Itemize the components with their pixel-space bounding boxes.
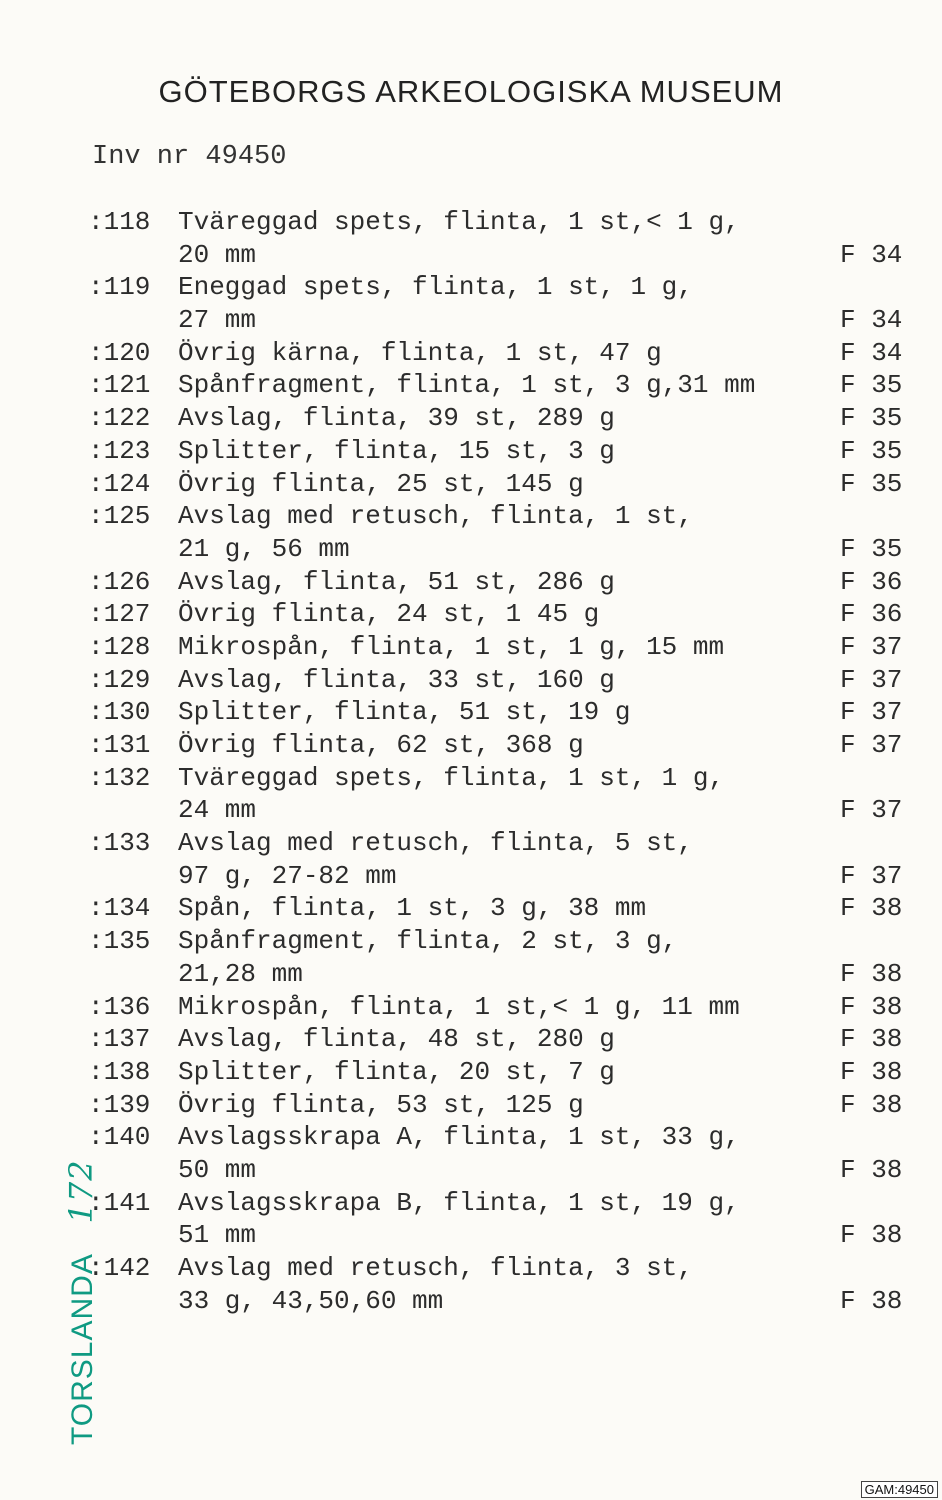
place-name: TORSLANDA	[66, 1254, 99, 1445]
entry-line	[88, 1154, 918, 1187]
list-item	[88, 631, 918, 664]
archive-stamp: GAM:49450	[861, 1481, 938, 1498]
entry-text: Avslagsskrapa B, flinta, 1 st, 19 g,	[178, 1187, 740, 1218]
entry-location: F 35	[840, 435, 903, 466]
entry-text: 20 mm	[178, 239, 257, 270]
entry-text: Splitter, flinta, 15 st, 3 g	[178, 435, 615, 466]
entry-location: F 37	[840, 860, 903, 891]
entry-line	[88, 206, 918, 239]
list-item	[88, 892, 918, 925]
entry-number: :118	[88, 207, 151, 237]
entry-line	[88, 729, 918, 762]
list-item	[88, 468, 918, 501]
entry-line	[88, 402, 918, 435]
entry-line	[88, 337, 918, 370]
entry-location: F 38	[840, 893, 903, 924]
entry-line	[88, 827, 918, 860]
entry-number: :122	[88, 403, 151, 434]
entry-text: Övrig kärna, flinta, 1 st, 47 g	[178, 337, 662, 368]
entry-number: :127	[88, 599, 151, 630]
entry-number: :136	[88, 991, 151, 1022]
entry-number: :137	[88, 1024, 151, 1055]
entry-line	[88, 860, 918, 893]
entry-text: Tväreggad spets, flinta, 1 st, 1 g,	[178, 762, 725, 793]
entry-number: :123	[88, 435, 151, 466]
entry-location: F 38	[840, 1089, 903, 1120]
entry-location: F 35	[840, 403, 903, 434]
entry-number: :133	[88, 828, 151, 859]
entry-number: :129	[88, 664, 151, 695]
entry-line	[88, 239, 918, 272]
entry-location: F 34	[840, 305, 903, 336]
entry-list	[88, 206, 918, 1317]
entry-location: F 38	[840, 991, 903, 1022]
entry-line	[88, 1089, 918, 1122]
entry-line	[88, 892, 918, 925]
entry-text: Spånfragment, flinta, 1 st, 3 g,31 mm	[178, 370, 756, 401]
list-item	[88, 271, 918, 336]
entry-line	[88, 991, 918, 1024]
entry-text: 21 g, 56 mm	[178, 533, 350, 564]
entry-number: :141	[88, 1187, 151, 1218]
entry-text: 21,28 mm	[178, 958, 303, 989]
entry-number: :132	[88, 762, 151, 793]
entry-line	[88, 533, 918, 566]
list-item	[88, 1121, 918, 1186]
list-item	[88, 369, 918, 402]
entry-text: Avslag, flinta, 48 st, 280 g	[178, 1024, 615, 1055]
entry-text: Avslag med retusch, flinta, 1 st,	[178, 501, 693, 532]
list-item	[88, 500, 918, 565]
list-item	[88, 566, 918, 599]
entry-text: Övrig flinta, 24 st, 1 45 g	[178, 599, 600, 630]
list-item	[88, 1023, 918, 1056]
list-item	[88, 696, 918, 729]
entry-text: Avslag med retusch, flinta, 3 st,	[178, 1253, 693, 1283]
entry-location: F 37	[840, 631, 903, 662]
entry-line	[88, 1252, 918, 1285]
entry-line	[88, 598, 918, 631]
entry-number: :124	[88, 468, 151, 499]
entry-line	[88, 696, 918, 729]
entry-location: F 38	[840, 1285, 903, 1316]
entry-text: Eneggad spets, flinta, 1 st, 1 g,	[178, 272, 693, 303]
entry-text: Avslag, flinta, 51 st, 286 g	[178, 566, 615, 597]
list-item	[88, 991, 918, 1024]
entry-text: Mikrospån, flinta, 1 st, 1 g, 15 mm	[178, 631, 725, 662]
entry-text: Avslagsskrapa A, flinta, 1 st, 33 g,	[178, 1122, 740, 1153]
entry-line	[88, 468, 918, 501]
entry-text: 33 g, 43,50,60 mm	[178, 1285, 444, 1316]
museum-title: GÖTEBORGS ARKEOLOGISKA MUSEUM	[158, 74, 784, 109]
entry-line	[88, 304, 918, 337]
entry-line	[88, 500, 918, 533]
entry-number: :142	[88, 1253, 151, 1283]
entry-number: :126	[88, 566, 151, 597]
entry-text: Övrig flinta, 25 st, 145 g	[178, 468, 584, 499]
inventory-number: Inv nr 49450	[92, 142, 287, 172]
list-item	[88, 762, 918, 827]
list-item	[88, 402, 918, 435]
list-item	[88, 729, 918, 762]
entry-text: Mikrospån, flinta, 1 st,< 1 g, 11 mm	[178, 991, 740, 1022]
entry-text: Avslag, flinta, 39 st, 289 g	[178, 403, 615, 434]
side-label	[62, 1159, 100, 1445]
entry-location: F 35	[840, 468, 903, 499]
list-item	[88, 1089, 918, 1122]
list-item	[88, 827, 918, 892]
entry-location: F 37	[840, 697, 903, 728]
entry-line	[88, 1285, 918, 1318]
entry-location: F 34	[840, 337, 903, 368]
entry-number: :130	[88, 697, 151, 728]
entry-number: :135	[88, 926, 151, 957]
entry-line	[88, 435, 918, 468]
entry-number: :134	[88, 893, 151, 924]
entry-number: :121	[88, 370, 151, 401]
entry-location: F 37	[840, 664, 903, 695]
entry-text: 24 mm	[178, 795, 257, 826]
entry-number: :125	[88, 501, 151, 532]
entry-line	[88, 1187, 918, 1220]
entry-text: Övrig flinta, 62 st, 368 g	[178, 730, 584, 760]
list-item	[88, 925, 918, 990]
entry-text: 97 g, 27-82 mm	[178, 860, 397, 891]
list-item	[88, 1252, 918, 1317]
entry-number: :138	[88, 1056, 151, 1087]
entry-location: F 37	[840, 795, 903, 826]
entry-line	[88, 1023, 918, 1056]
list-item	[88, 598, 918, 631]
entry-location: F 35	[840, 370, 903, 401]
list-item	[88, 664, 918, 697]
entry-number: :140	[88, 1122, 151, 1153]
list-item	[88, 206, 918, 271]
handwritten-number: 172	[62, 1159, 100, 1224]
entry-location: F 38	[840, 958, 903, 989]
entry-line	[88, 958, 918, 991]
entry-location: F 34	[840, 239, 903, 270]
entry-line	[88, 664, 918, 697]
entry-line	[88, 1219, 918, 1252]
entry-number: :120	[88, 337, 151, 368]
entry-text: Splitter, flinta, 51 st, 19 g	[178, 697, 631, 728]
entry-text: Avslag med retusch, flinta, 5 st,	[178, 828, 693, 859]
entry-line	[88, 271, 918, 304]
entry-text: Tväreggad spets, flinta, 1 st,< 1 g,	[178, 207, 740, 237]
entry-text: Splitter, flinta, 20 st, 7 g	[178, 1056, 615, 1087]
entry-location: F 36	[840, 599, 903, 630]
entry-location: F 38	[840, 1056, 903, 1087]
entry-text: 27 mm	[178, 305, 257, 336]
entry-number: :131	[88, 730, 151, 760]
entry-text: 51 mm	[178, 1220, 257, 1251]
list-item	[88, 435, 918, 468]
entry-line	[88, 1056, 918, 1089]
list-item	[88, 1187, 918, 1252]
entry-location: F 35	[840, 533, 903, 564]
entry-location: F 37	[840, 730, 903, 760]
entry-number: :119	[88, 272, 151, 303]
entry-text: Spånfragment, flinta, 2 st, 3 g,	[178, 926, 678, 957]
entry-line	[88, 794, 918, 827]
entry-number: :128	[88, 631, 151, 662]
list-item	[88, 337, 918, 370]
entry-text: 50 mm	[178, 1154, 257, 1185]
entry-line	[88, 762, 918, 795]
entry-location: F 38	[840, 1220, 903, 1251]
entry-line	[88, 925, 918, 958]
entry-text: Avslag, flinta, 33 st, 160 g	[178, 664, 615, 695]
entry-number: :139	[88, 1089, 151, 1120]
entry-text: Övrig flinta, 53 st, 125 g	[178, 1089, 584, 1120]
entry-location: F 36	[840, 566, 903, 597]
entry-line	[88, 566, 918, 599]
entry-line	[88, 631, 918, 664]
entry-line	[88, 369, 918, 402]
entry-location: F 38	[840, 1154, 903, 1185]
entry-location: F 38	[840, 1024, 903, 1055]
list-item	[88, 1056, 918, 1089]
entry-text: Spån, flinta, 1 st, 3 g, 38 mm	[178, 893, 647, 924]
entry-line	[88, 1121, 918, 1154]
